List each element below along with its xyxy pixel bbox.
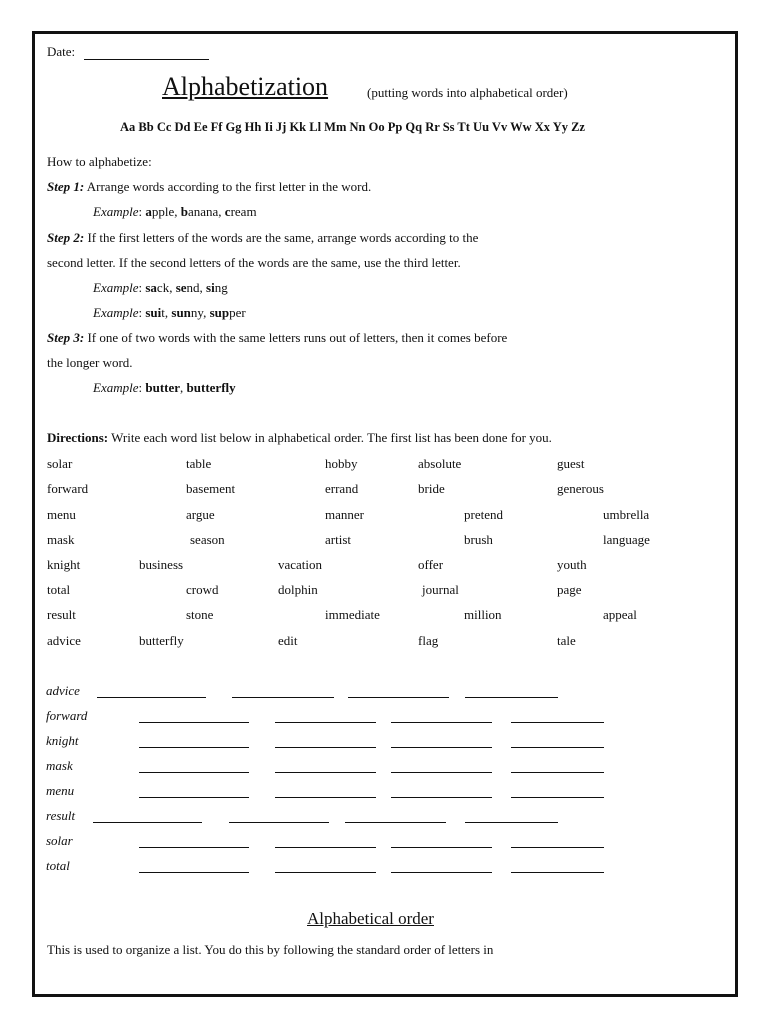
answer-blank[interactable] [139,872,249,873]
step2-example2-words [145,305,245,320]
answer-blank[interactable] [391,797,492,798]
answer-blank[interactable] [275,872,376,873]
word-item: million [464,607,502,622]
word-item: pretend [464,507,503,522]
example-label: Example [93,380,139,395]
word-item: dolphin [278,582,318,597]
example-bold-part: sun [171,305,191,320]
answer-blank[interactable] [511,772,604,773]
step2-example1: Example: sack, send, sing [93,280,228,295]
step2-label: Step 2: [47,230,85,245]
word-item: season [190,532,225,547]
word-item: knight [47,557,81,572]
word-item: advice [47,633,81,648]
answer-blank[interactable] [465,822,558,823]
answer-blank[interactable] [232,697,334,698]
step3 [47,330,507,346]
example-rest-part: nd, [186,280,207,295]
word-item: journal [422,582,459,597]
step1-example: Example: apple, banana, cream [93,204,257,219]
step1-text: Arrange words according to the first letter in the word. [86,179,372,194]
answer-blank[interactable] [139,722,249,723]
step3-text-line1: If one of two words with the same letters runs out of letters, then it comes before [87,330,508,345]
example-bold-part: butterfly [186,380,236,395]
answer-row-label: solar [46,833,73,848]
date-field[interactable] [84,59,209,60]
example-rest-part: ck, [156,280,176,295]
answer-blank[interactable] [275,747,376,748]
example-bold-part: sui [145,305,162,320]
word-item: language [603,532,650,547]
word-item: argue [186,507,215,522]
example-bold-part: butter [145,380,181,395]
word-item: youth [557,557,587,572]
section-text: This is used to organize a list. You do this by following the standard order of letters in [47,942,494,957]
word-item: guest [557,456,585,471]
step3-text-line2: the longer word. [47,355,133,370]
word-item: immediate [325,607,380,622]
step2 [47,230,478,246]
answer-blank[interactable] [93,822,202,823]
answer-blank[interactable] [391,747,492,748]
directions-text: Write each word list below in alphabetical order. The first list has been done for you. [111,430,552,445]
example-bold-part: sa [145,280,157,295]
answer-row-label: menu [46,783,75,798]
answer-blank[interactable] [229,822,329,823]
example-rest-part: pple, [151,204,181,219]
step2-text-line2: second letter. If the second letters of the words are the same, use the third letter. [47,255,461,270]
word-item: umbrella [603,507,650,522]
word-item: brush [464,532,493,547]
instructions-intro: How to alphabetize: [47,154,152,169]
example-bold-part: a [145,204,152,219]
answer-blank[interactable] [139,797,249,798]
answer-row-label: advice [46,683,80,698]
page-title: Alphabetization [162,72,329,101]
word-item: forward [47,481,89,496]
answer-blank[interactable] [391,872,492,873]
example-rest-part: ny, [190,305,210,320]
word-item: table [186,456,212,471]
example-rest-part: ream [230,204,257,219]
word-item: appeal [603,607,637,622]
word-item: flag [418,633,439,648]
answer-blank[interactable] [511,722,604,723]
answer-blank[interactable] [97,697,206,698]
word-item: business [139,557,184,572]
word-item: solar [47,456,73,471]
example-rest-part: ng [214,280,228,295]
answer-blank[interactable] [275,772,376,773]
example-bold-part: si [206,280,215,295]
answer-blank[interactable] [275,847,376,848]
answer-row-label: knight [46,733,79,748]
step3-example-words [145,380,235,395]
answer-row-label: result [46,808,76,823]
example-rest-part: anana, [187,204,225,219]
word-item: manner [325,507,364,522]
step2-text-line1: If the first letters of the words are the same, arrange words according to the [87,230,479,245]
word-item: total [47,582,71,597]
answer-blank[interactable] [511,872,604,873]
word-item: generous [557,481,604,496]
answer-blank[interactable] [391,722,492,723]
example-label: Example [93,280,139,295]
step2-example2: Example: suit, sunny, supper [93,305,246,320]
example-bold-part: b [180,204,188,219]
step1-label: Step 1: [47,179,85,194]
word-item: crowd [186,582,219,597]
word-item: offer [418,557,444,572]
example-label: Example [93,305,139,320]
word-item: menu [47,507,76,522]
answer-row-label: mask [46,758,73,773]
word-item: tale [557,633,576,648]
word-item: hobby [325,456,358,471]
directions-label: Directions: [47,430,109,445]
word-item: mask [47,532,75,547]
word-item: artist [325,532,351,547]
answer-blank[interactable] [348,697,449,698]
example-bold-part: c [224,204,231,219]
answer-row-label: forward [46,708,88,723]
answer-blank[interactable] [345,822,446,823]
word-item: page [557,582,582,597]
alphabet-row: Aa Bb Cc Dd Ee Ff Gg Hh Ii Jj Kk Ll Mm Nn Oo Pp Qq Rr Ss Tt Uu Vv Ww Xx Yy Zz [120,120,585,134]
answer-blank[interactable] [139,747,249,748]
word-item: edit [278,633,298,648]
word-item: bride [418,481,445,496]
word-item: butterfly [139,633,184,648]
answer-blank[interactable] [511,847,604,848]
step2-example1-words [145,280,227,295]
word-item: absolute [418,456,462,471]
answer-blank[interactable] [139,847,249,848]
answer-blank[interactable] [391,847,492,848]
answer-blank[interactable] [391,772,492,773]
answer-blank[interactable] [275,797,376,798]
page-subtitle: (putting words into alphabetical order) [367,85,568,100]
example-bold-part: se [175,280,187,295]
answer-blank[interactable] [465,697,558,698]
answer-blank[interactable] [511,797,604,798]
example-rest-part: , [180,380,187,395]
example-rest-part: t, [161,305,172,320]
word-item: result [47,607,76,622]
example-bold-part: sup [209,305,230,320]
example-label: Example [93,204,139,219]
word-item: basement [186,481,236,496]
answer-blank[interactable] [275,722,376,723]
word-item: stone [186,607,214,622]
section-title: Alphabetical order [307,909,434,928]
date-label: Date: [47,44,76,59]
answer-blank[interactable] [139,772,249,773]
step3-label: Step 3: [47,330,85,345]
example-rest-part: per [229,305,246,320]
answer-blank[interactable] [511,747,604,748]
step1 [47,179,371,195]
answer-row-label: total [46,858,70,873]
word-item: vacation [278,557,323,572]
step1-example-words [145,204,256,219]
step3-example: Example: butter, butterfly [93,380,236,395]
word-item: errand [325,481,359,496]
directions [47,430,552,446]
